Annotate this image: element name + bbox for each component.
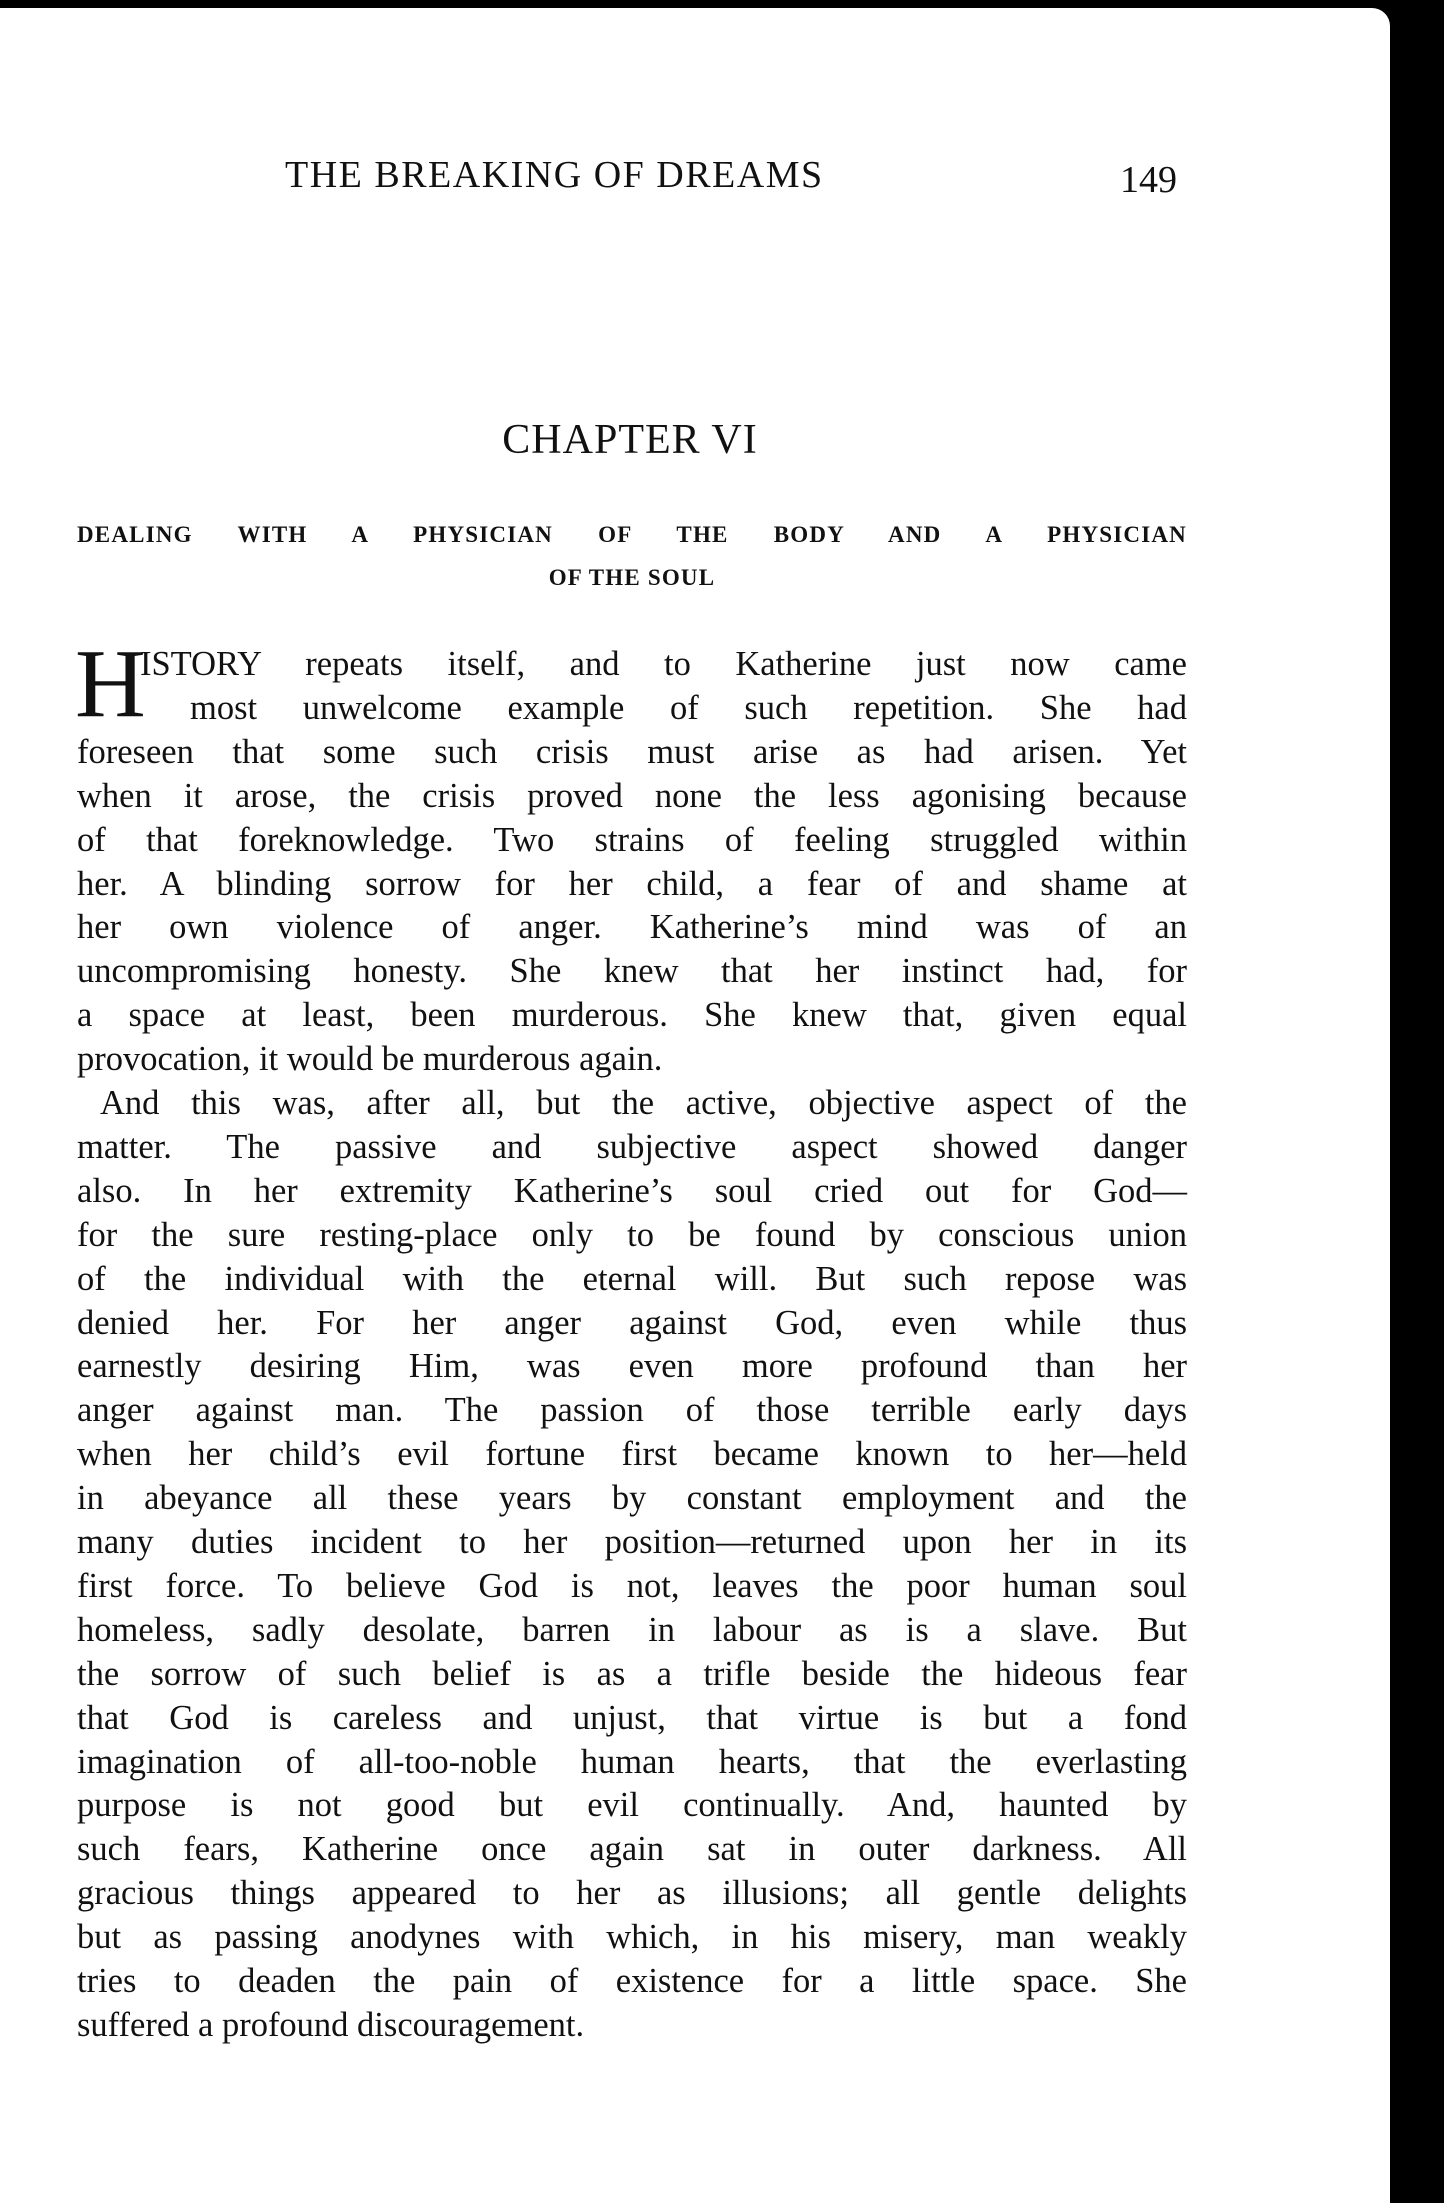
text-line: that God is careless and unjust, that virtue is but a fond <box>77 1698 1187 1737</box>
text-line: tries to deaden the pain of existence for a little space. She <box>77 1962 1187 2000</box>
text-line: when it arose, the crisis proved none the less agonising because <box>77 776 1187 815</box>
text-line: also. In her extremity Katherine’s soul cried out for God— <box>77 1171 1187 1210</box>
book-page <box>0 8 1390 2203</box>
text-line: most unwelcome example of such repetition. She had <box>190 688 1187 727</box>
text-line: for the sure resting-place only to be found by conscious union <box>77 1215 1187 1254</box>
text-line: of that foreknowledge. Two strains of feeling struggled within <box>77 820 1187 859</box>
text-line: uncompromising honesty. She knew that her instinct had, for <box>77 952 1187 991</box>
chapter-subtitle-line-2: OF THE SOUL <box>548 565 716 590</box>
text-line: of the individual with the eternal will. But such repose was <box>77 1259 1187 1298</box>
text-line: suffered a profound discouragement. <box>77 2005 585 2044</box>
chapter-title: CHAPTER VI <box>502 417 758 463</box>
drop-cap: H <box>75 630 146 738</box>
text-line: purpose is not good but evil continually. And, haunted by <box>77 1786 1187 1825</box>
text-line: such fears, Katherine once again sat in outer darkness. All <box>77 1830 1187 1869</box>
text-line: when her child’s evil fortune first became known to her—held <box>77 1435 1187 1474</box>
text-line: but as passing anodynes with which, in his misery, man weakly <box>77 1918 1187 1957</box>
text-line: And this was, after all, but the active, objective aspect of the <box>100 1084 1187 1122</box>
text-line: provocation, it would be murderous again. <box>77 1040 663 1079</box>
running-title: THE BREAKING OF DREAMS <box>285 154 824 196</box>
text-line: in abeyance all these years by constant employment and the <box>77 1479 1187 1518</box>
text-line: many duties incident to her position—returned upon her in its <box>77 1523 1187 1561</box>
page-number: 149 <box>1120 159 1177 201</box>
chapter-subtitle-line-1: DEALING WITH A PHYSICIAN OF THE BODY AND A PHYSICIAN <box>77 522 1187 547</box>
text-line: denied her. For her anger against God, even while thus <box>77 1303 1187 1342</box>
text-line: ISTORY repeats itself, and to Katherine just now came <box>140 645 1187 683</box>
text-line: earnestly desiring Him, was even more profound than her <box>77 1347 1187 1386</box>
text-line: anger against man. The passion of those terrible early days <box>77 1391 1187 1430</box>
text-line: foreseen that some such crisis must arise as had arisen. Yet <box>77 732 1187 771</box>
text-line: imagination of all-too-noble human hearts, that the everlasting <box>77 1742 1187 1781</box>
text-line: gracious things appeared to her as illusions; all gentle delights <box>77 1874 1187 1913</box>
text-line: the sorrow of such belief is as a trifle beside the hideous fear <box>77 1654 1187 1693</box>
text-line: her own violence of anger. Katherine’s mind was of an <box>77 908 1187 947</box>
text-line: homeless, sadly desolate, barren in labour as is a slave. But <box>77 1610 1187 1649</box>
text-line: matter. The passive and subjective aspect showed danger <box>77 1127 1187 1166</box>
text-line: first force. To believe God is not, leaves the poor human soul <box>77 1566 1187 1605</box>
text-line: her. A blinding sorrow for her child, a fear of and shame at <box>77 864 1187 903</box>
text-line: a space at least, been murderous. She knew that, given equal <box>77 996 1187 1035</box>
